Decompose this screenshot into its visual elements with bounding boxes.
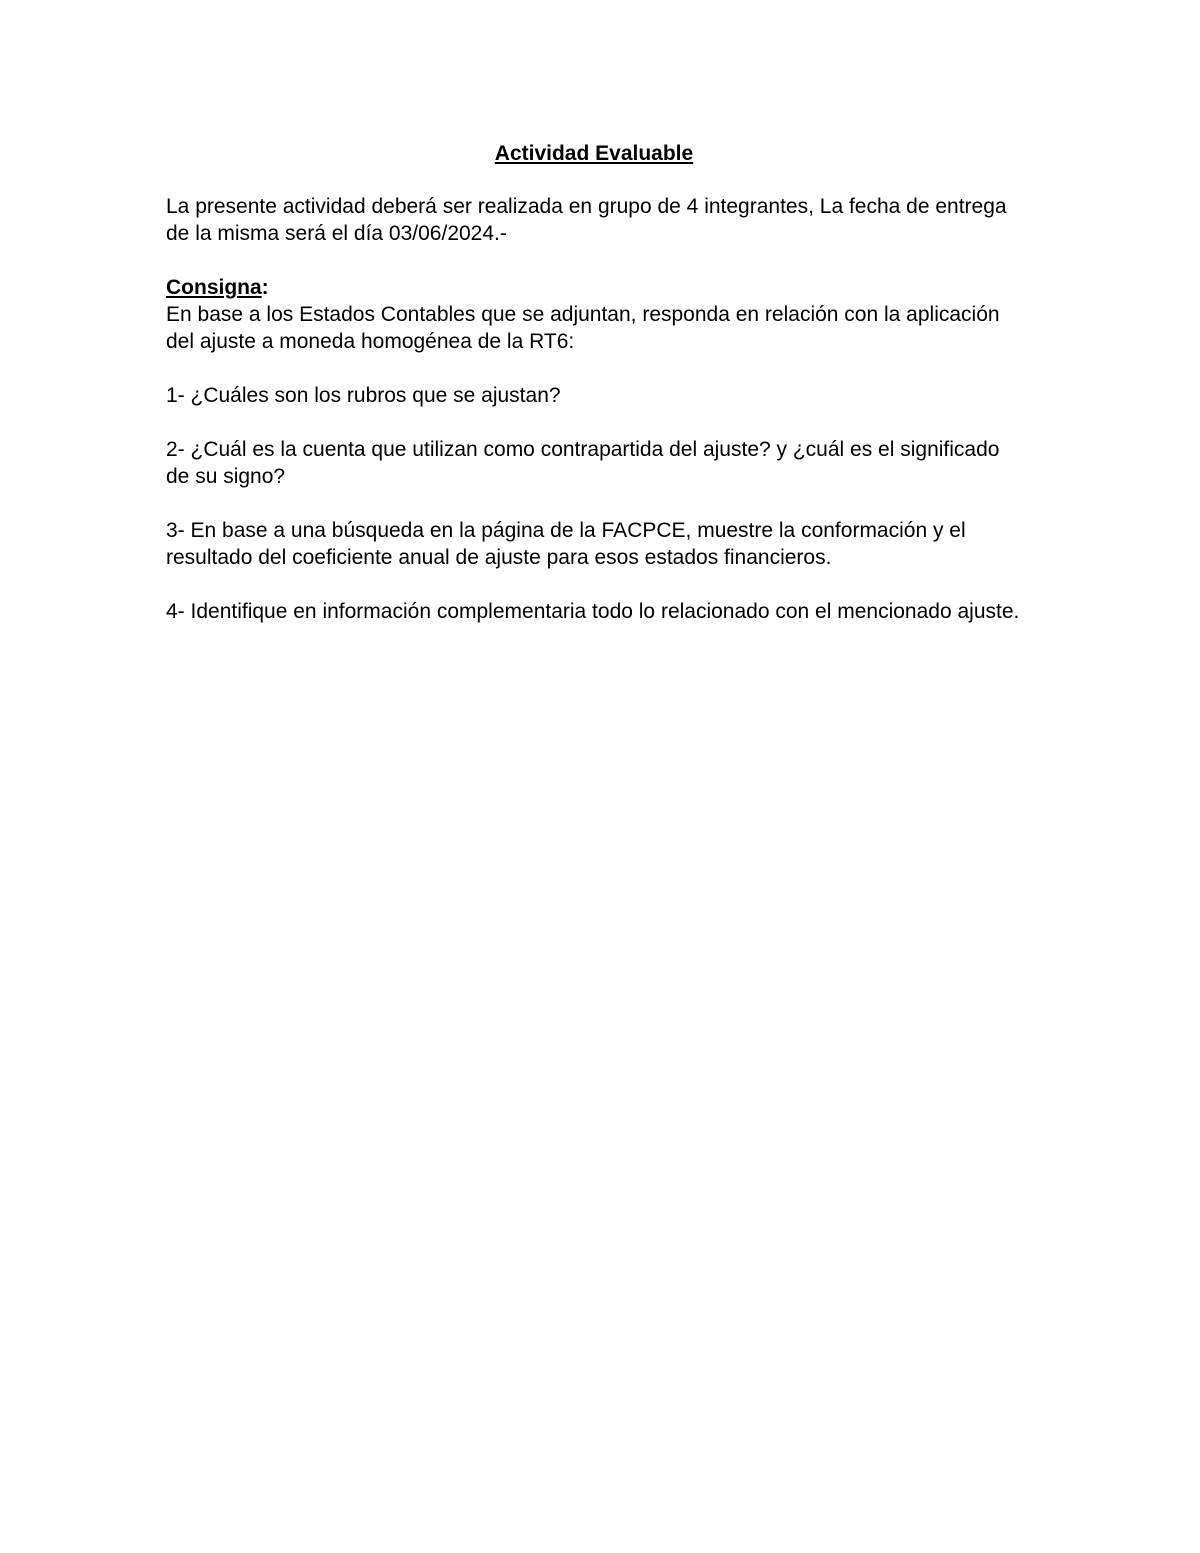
document-body [166, 140, 1022, 625]
consigna-text: En base a los Estados Contables que se adjuntan, responda en relación con la aplicación del ajuste a moneda homogénea de la RT6: [166, 303, 1000, 353]
question-1: 1- ¿Cuáles son los rubros que se ajustan? [166, 384, 561, 407]
question-2: 2- ¿Cuál es la cuenta que utilizan como contrapartida del ajuste? y ¿cuál es el significado de su signo? [166, 438, 1000, 488]
consigna-label: Consigna [166, 276, 262, 299]
question-4: 4- Identifique en información complementaria todo lo relacionado con el mencionado ajuste. [166, 600, 1020, 623]
question-3: 3- En base a una búsqueda en la página de la FACPCE, muestre la conformación y el resultado del coeficiente anual de ajuste para esos estados financieros. [166, 519, 966, 569]
consigna-colon: : [261, 276, 269, 299]
intro-paragraph: La presente actividad deberá ser realizada en grupo de 4 integrantes, La fecha de entrega de la misma será el día 03/06/2024.- [166, 195, 1007, 245]
consigna-heading [166, 274, 1022, 301]
document-title: Actividad Evaluable [494, 142, 694, 165]
